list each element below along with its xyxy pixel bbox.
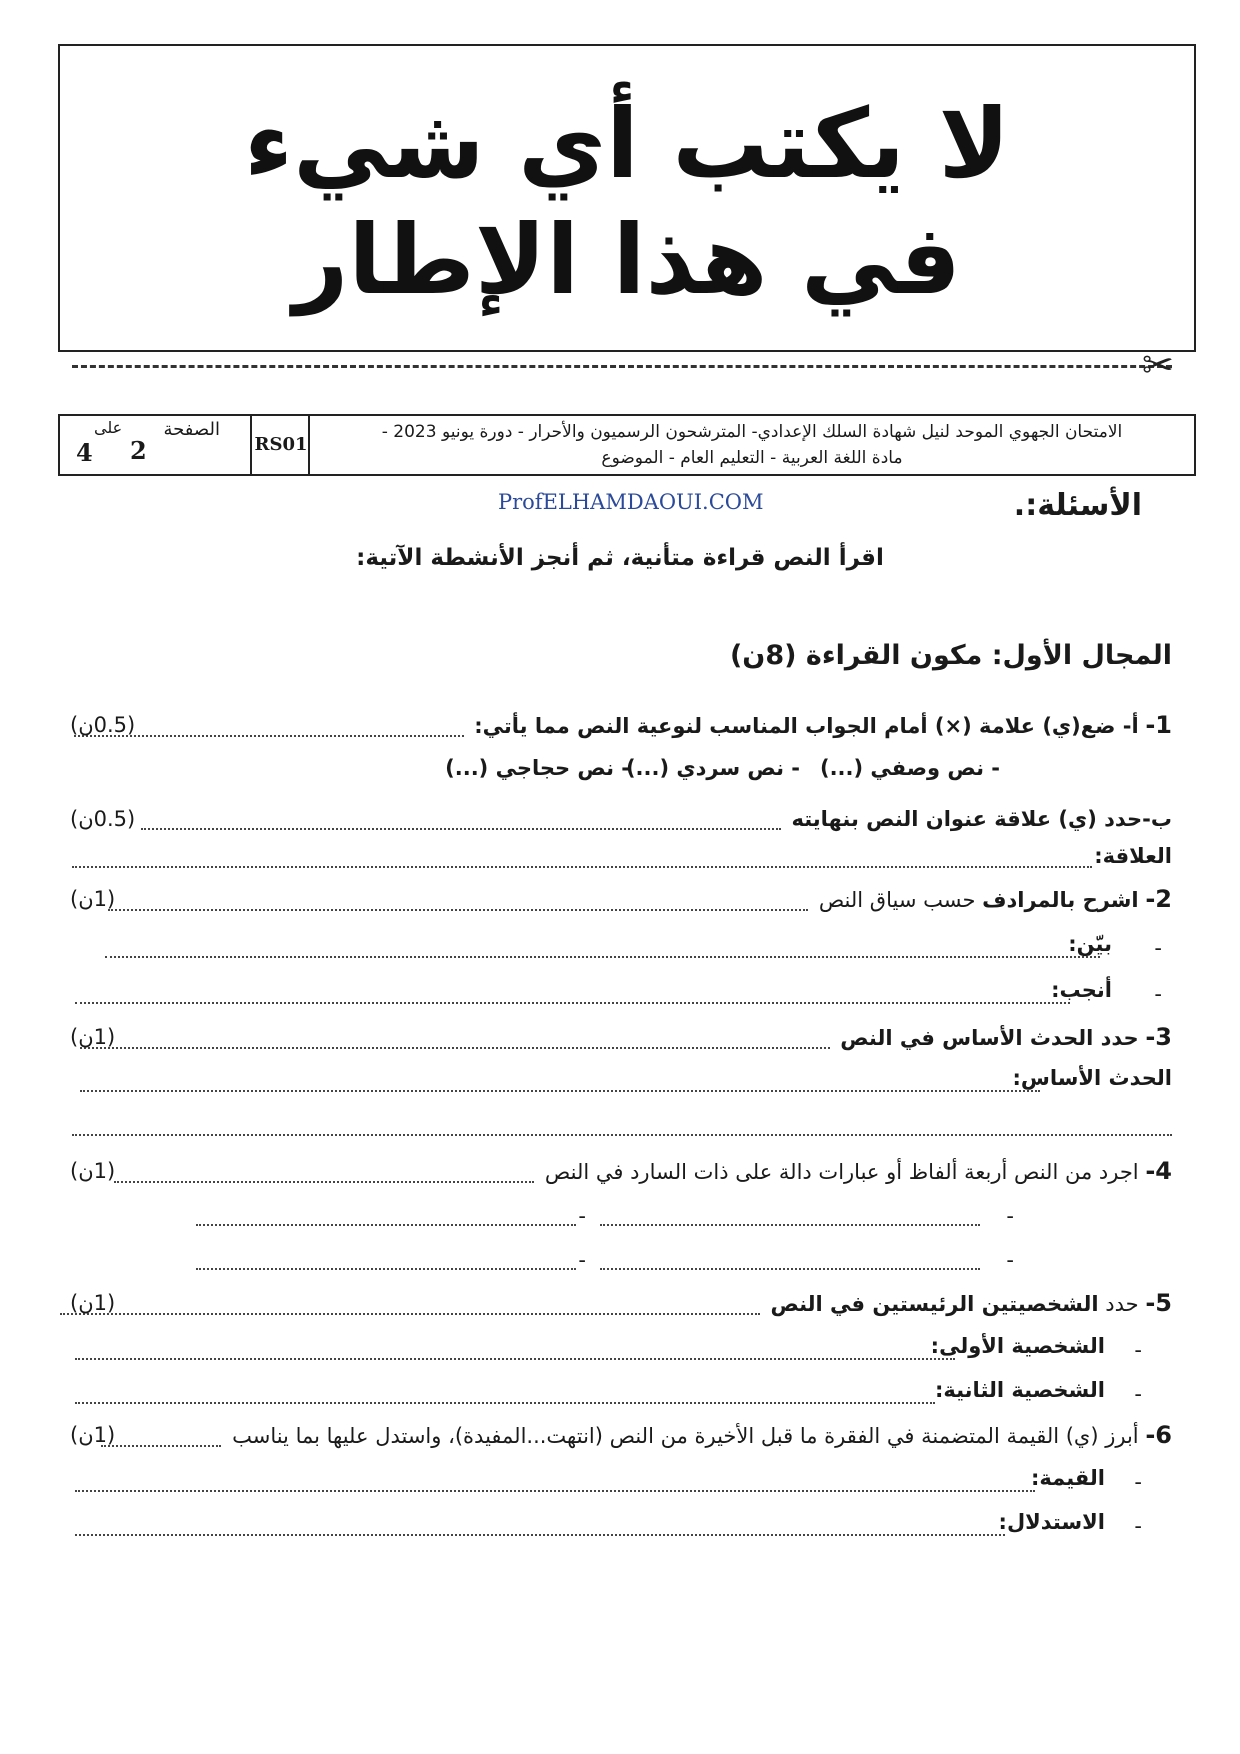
bullet-dash: - (1006, 1248, 1014, 1272)
question-text-lead: حدد (1105, 1292, 1139, 1316)
question-score: (1ن) (70, 1291, 116, 1315)
question-2 (70, 882, 1172, 916)
exam-title-line-2: مادة اللغة العربية - التعليم العام - الموضوع (601, 448, 903, 468)
question-number: 3- (1145, 1023, 1172, 1051)
questions-heading: الأسئلة:. (1013, 488, 1142, 523)
question-1a (70, 708, 1172, 742)
question-number: 2- (1145, 885, 1172, 913)
bullet-dash: - (578, 1248, 586, 1272)
bullet-dash: - (1134, 1514, 1142, 1538)
cut-line (72, 365, 1172, 368)
question-text-lead: اشرح بالمرادف (982, 888, 1139, 912)
bullet-dash: - (1134, 1382, 1142, 1406)
answer-dots (114, 1163, 534, 1183)
exam-header (58, 414, 1196, 476)
answer-line[interactable] (196, 1224, 576, 1226)
page-total: 4 (76, 438, 93, 467)
bullet-dash: - (1154, 936, 1162, 960)
question-text: أبرز (ي) القيمة المتضمنة في الفقرة ما قبل الأخيرة من النص (انتهت...المفيدة)، واستدل عليها بما يناسب (232, 1424, 1139, 1448)
question-number: 4- (1145, 1157, 1172, 1185)
answer-dots (101, 1427, 221, 1447)
word-label-2: أنجب: (1051, 978, 1112, 1002)
question-score: (0.5ن) (70, 807, 136, 831)
page-indicator (60, 416, 252, 474)
question-text: ب-حدد (ي) علاقة عنوان النص بنهايته (791, 807, 1172, 831)
option-argumentative[interactable]: - نص حجاجي (...) (445, 756, 630, 780)
section-title: المجال الأول: مكون القراءة (8ن) (729, 640, 1172, 671)
question-score: (1ن) (70, 1159, 116, 1183)
question-3 (70, 1020, 1172, 1054)
page-number: 2 (130, 436, 147, 465)
answer-dots (108, 891, 808, 911)
option-descriptive[interactable]: - نص وصفي (...) (819, 756, 1000, 780)
answer-dots (141, 810, 781, 830)
question-text: الشخصيتين الرئيستين في النص (770, 1292, 1099, 1316)
answer-line[interactable] (600, 1268, 980, 1270)
answer-line[interactable] (600, 1224, 980, 1226)
question-number: 1- (1145, 711, 1172, 739)
bullet-dash: - (578, 1204, 586, 1228)
answer-line[interactable] (80, 1090, 1040, 1092)
answer-line[interactable] (105, 956, 1100, 958)
answer-line[interactable] (196, 1268, 576, 1270)
bullet-dash: - (1006, 1204, 1014, 1228)
question-score: (1ن) (70, 887, 116, 911)
page-of-label: على (94, 418, 123, 437)
answer-dots (80, 1029, 830, 1049)
value-label: القيمة: (1031, 1466, 1105, 1490)
exam-code: RS01 (254, 434, 308, 455)
answer-line[interactable] (75, 1534, 1005, 1536)
question-number: 5- (1145, 1289, 1172, 1317)
exam-title (308, 416, 1194, 474)
banner-line-2: في هذا الإطار (293, 204, 961, 316)
bullet-dash: - (1134, 1470, 1142, 1494)
question-text: حسب سياق النص (818, 888, 976, 912)
question-1b (70, 802, 1172, 836)
answer-line[interactable] (75, 1002, 1070, 1004)
relation-label: العلاقة: (1094, 844, 1172, 868)
page-label: الصفحة (163, 419, 220, 440)
question-score: (0.5ن) (70, 713, 136, 737)
question-score: (1ن) (70, 1025, 116, 1049)
instruction: اقرأ النص قراءة متأنية، ثم أنجز الأنشطة الآتية: (356, 545, 884, 571)
scissors-icon: ✂ (1142, 343, 1174, 387)
answer-dots (60, 1295, 760, 1315)
answer-line[interactable] (72, 866, 1092, 868)
do-not-write-box (58, 44, 1196, 352)
word-label-1: بيّن: (1068, 932, 1112, 956)
answer-line[interactable] (75, 1402, 935, 1404)
question-5 (70, 1286, 1172, 1320)
question-text: حدد الحدث الأساس في النص (840, 1026, 1139, 1050)
answer-line[interactable] (75, 1358, 955, 1360)
character-label-1: الشخصية الأولى: (930, 1334, 1105, 1358)
option-narrative[interactable]: - نص سردي (...) (625, 756, 800, 780)
question-text: أ- ضع(ي) علامة (×) أمام الجواب المناسب لنوعية النص مما يأتي: (474, 714, 1139, 738)
exam-title-line-1: الامتحان الجهوي الموحد لنيل شهادة السلك الإعدادي- المترشحون الرسميون والأحرار - دورة يونيو 2023 - (381, 422, 1123, 442)
question-score: (1ن) (70, 1423, 116, 1447)
bullet-dash: - (1134, 1338, 1142, 1362)
evidence-label: الاستدلال: (998, 1510, 1105, 1534)
question-text: اجرد من النص أربعة ألفاظ أو عبارات دالة على ذات السارد في النص (544, 1160, 1139, 1184)
bullet-dash: - (1154, 982, 1162, 1006)
banner-line-1: لا يكتب أي شيء (244, 88, 1010, 200)
answer-line[interactable] (75, 1490, 1035, 1492)
site-watermark: ProfELHAMDAOUI.COM (498, 490, 764, 514)
character-label-2: الشخصية الثانية: (934, 1378, 1105, 1402)
answer-line[interactable] (72, 1134, 1172, 1136)
question-4 (70, 1154, 1172, 1188)
question-6 (70, 1418, 1172, 1452)
question-number: 6- (1145, 1421, 1172, 1449)
main-event-label: الحدث الأساس: (1012, 1066, 1172, 1090)
